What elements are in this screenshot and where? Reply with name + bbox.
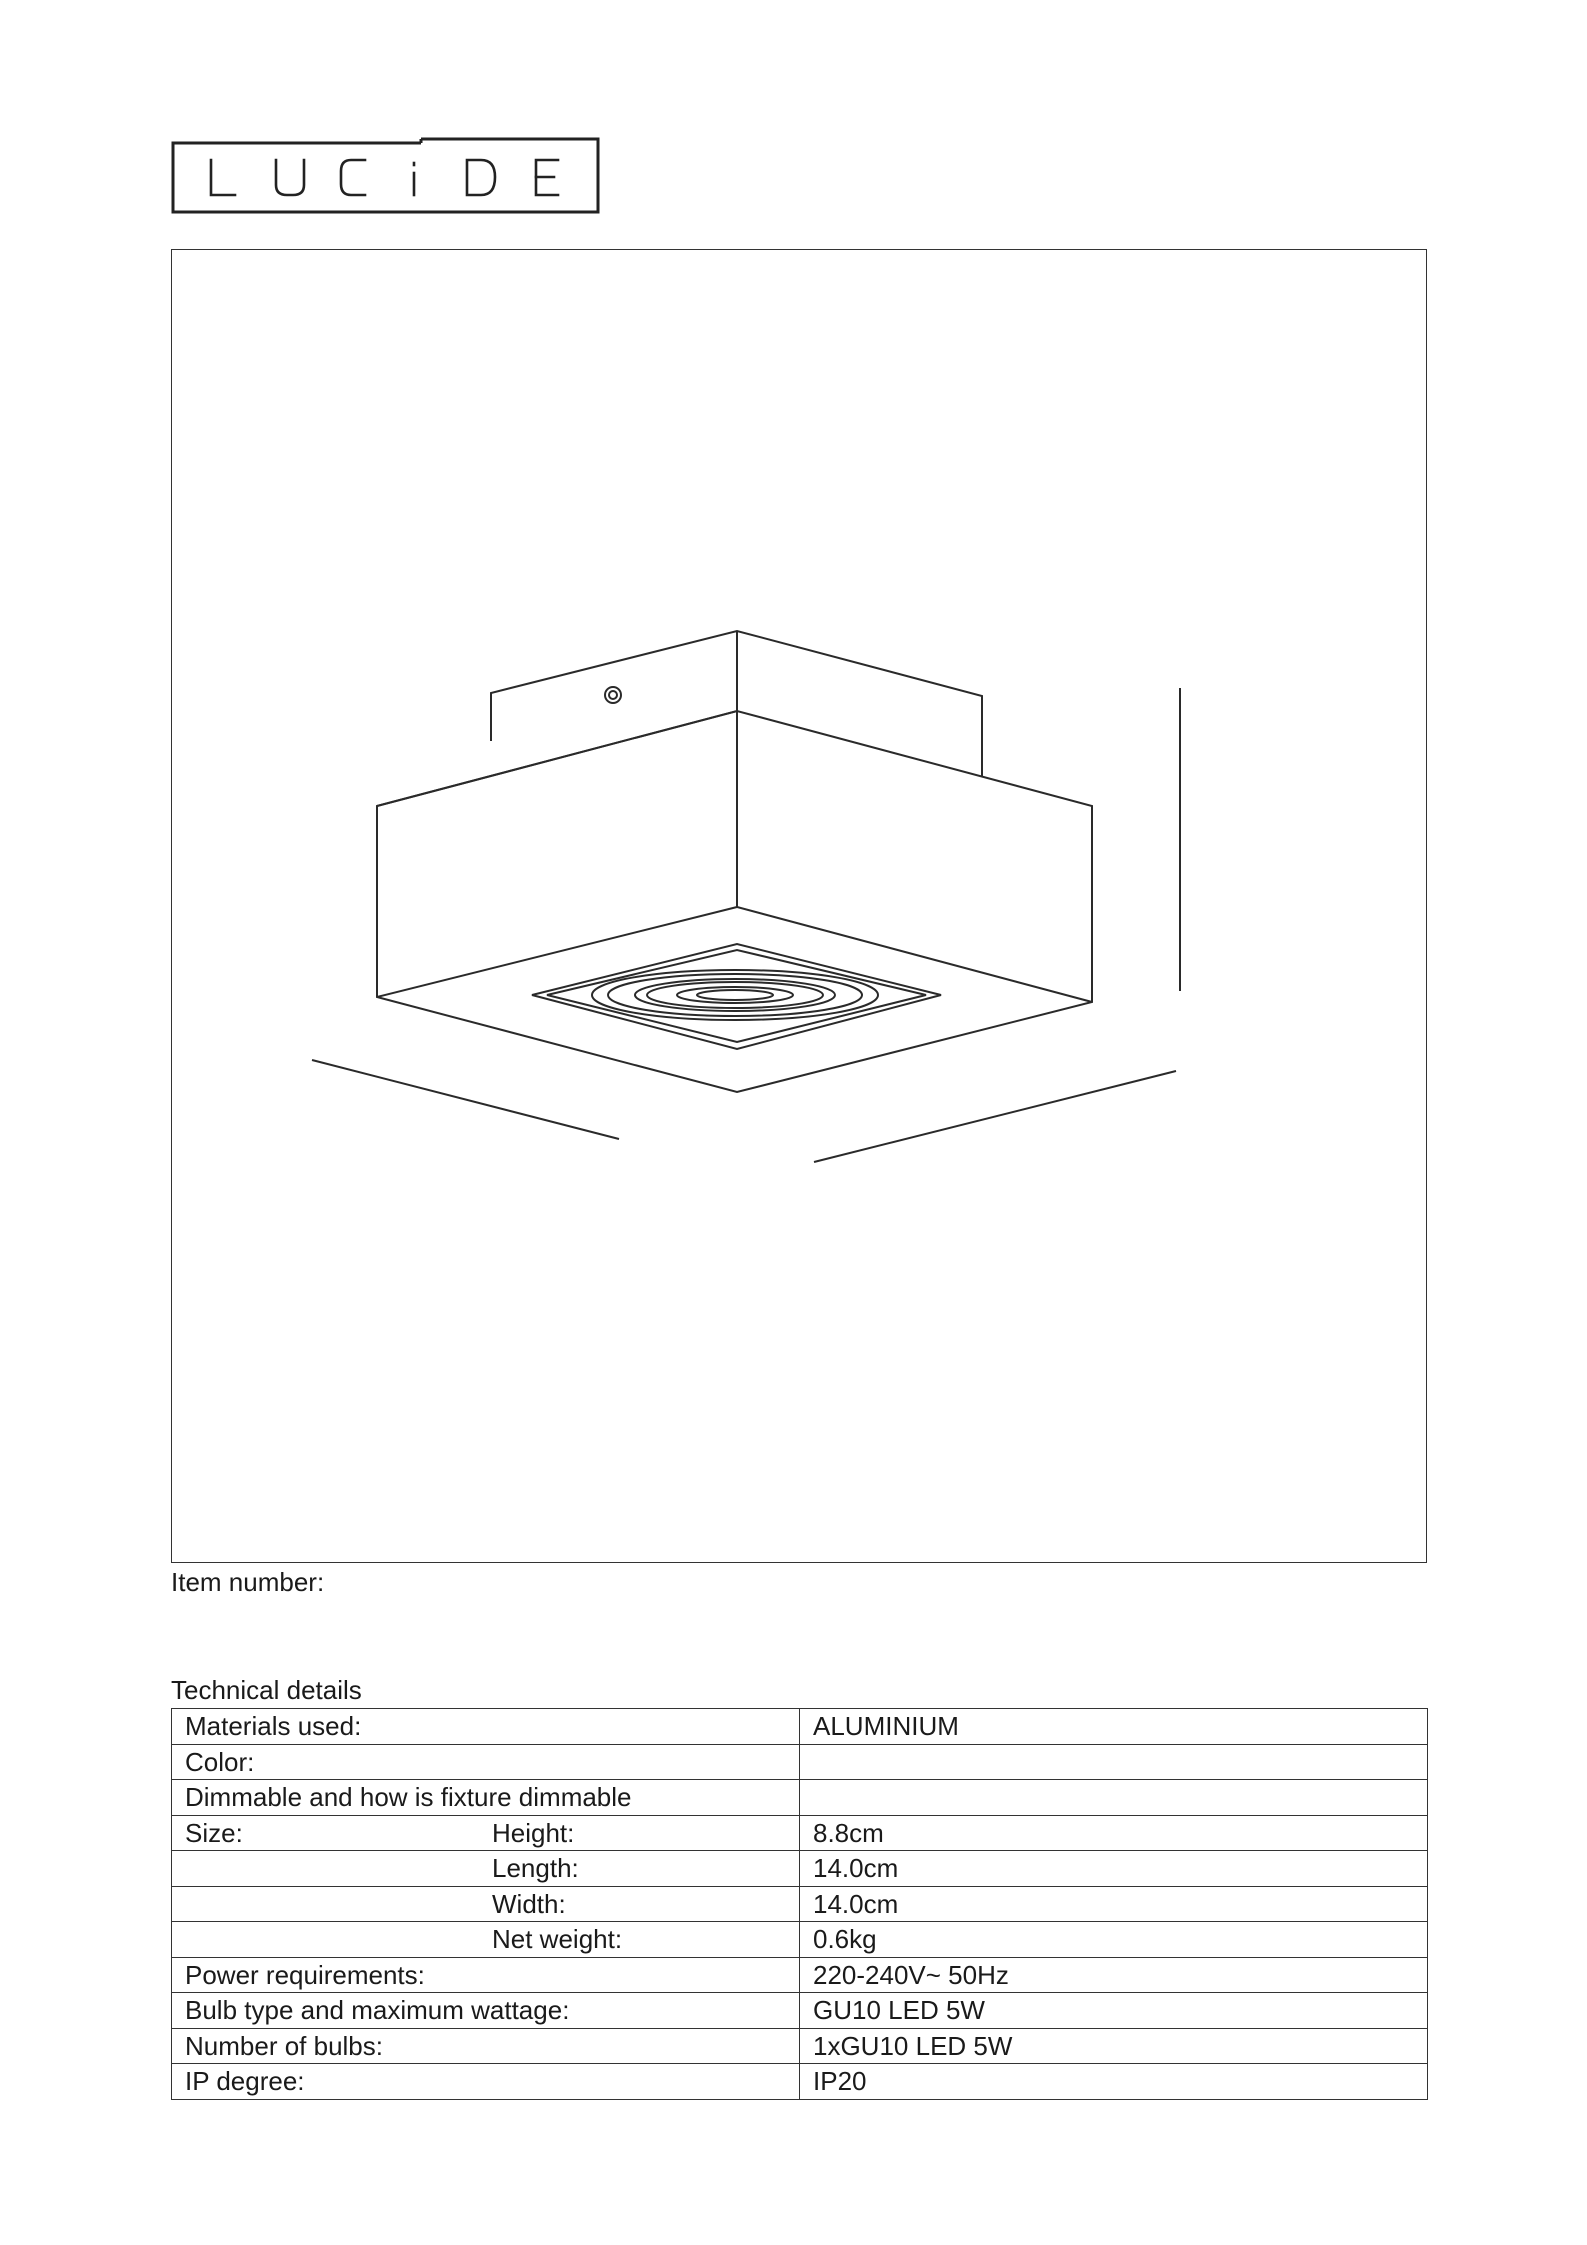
- table-row: [172, 1886, 1428, 1922]
- spec-label-cell: [172, 1922, 800, 1958]
- table-row: [172, 1993, 1428, 2029]
- spec-label: Color:: [185, 1746, 255, 1777]
- spec-sub-label: Width:: [492, 1888, 566, 1919]
- spec-label-cell: [172, 2064, 800, 2100]
- spec-value: 14.0cm: [800, 1886, 1428, 1922]
- table-row: [172, 1744, 1428, 1780]
- spec-label-cell: [172, 1780, 800, 1816]
- spec-value: 8.8cm: [800, 1815, 1428, 1851]
- spec-label: Number of bulbs:: [185, 2030, 383, 2061]
- spec-sub-label: Height:: [492, 1817, 575, 1848]
- spec-label: Size:: [185, 1817, 243, 1848]
- spec-label: Power requirements:: [185, 1959, 425, 1990]
- spec-value: [800, 1780, 1428, 1816]
- spec-value: 0.6kg: [800, 1922, 1428, 1958]
- brand-logo: [171, 137, 603, 215]
- spec-value: 14.0cm: [800, 1851, 1428, 1887]
- table-row: [172, 1815, 1428, 1851]
- spec-sub-label: Length:: [492, 1853, 579, 1884]
- spec-label-cell: [172, 1851, 800, 1887]
- spec-label-cell: [172, 1815, 800, 1851]
- spec-label-cell: [172, 1744, 800, 1780]
- spec-label: IP degree:: [185, 2066, 305, 2097]
- ceiling-spotlight-drawing: [172, 250, 1428, 1564]
- spec-label-cell: [172, 1957, 800, 1993]
- spec-value: IP20: [800, 2064, 1428, 2100]
- spec-value: 1xGU10 LED 5W: [800, 2028, 1428, 2064]
- spec-label: Dimmable and how is fixture dimmable: [185, 1782, 632, 1813]
- spec-label: Bulb type and maximum wattage:: [185, 1995, 570, 2026]
- spec-label: Materials used:: [185, 1711, 362, 1742]
- spec-value: GU10 LED 5W: [800, 1993, 1428, 2029]
- table-row: [172, 2028, 1428, 2064]
- product-drawing-frame: [171, 249, 1427, 1563]
- table-row: [172, 1780, 1428, 1816]
- table-row: [172, 1922, 1428, 1958]
- spec-label-cell: [172, 1993, 800, 2029]
- table-row: [172, 1851, 1428, 1887]
- technical-details-table: [171, 1708, 1428, 2100]
- table-row: [172, 2064, 1428, 2100]
- spec-label-cell: [172, 1709, 800, 1745]
- lucide-logo-icon: [171, 137, 603, 215]
- spec-label-cell: [172, 1886, 800, 1922]
- spec-value: ALUMINIUM: [800, 1709, 1428, 1745]
- item-number-label: Item number:: [171, 1567, 325, 1597]
- table-row: [172, 1709, 1428, 1745]
- spec-label-cell: [172, 2028, 800, 2064]
- technical-details-title: Technical details: [171, 1675, 362, 1705]
- spec-sub-label: Net weight:: [492, 1924, 623, 1955]
- table-row: [172, 1957, 1428, 1993]
- spec-value: 220-240V~ 50Hz: [800, 1957, 1428, 1993]
- spec-value: [800, 1744, 1428, 1780]
